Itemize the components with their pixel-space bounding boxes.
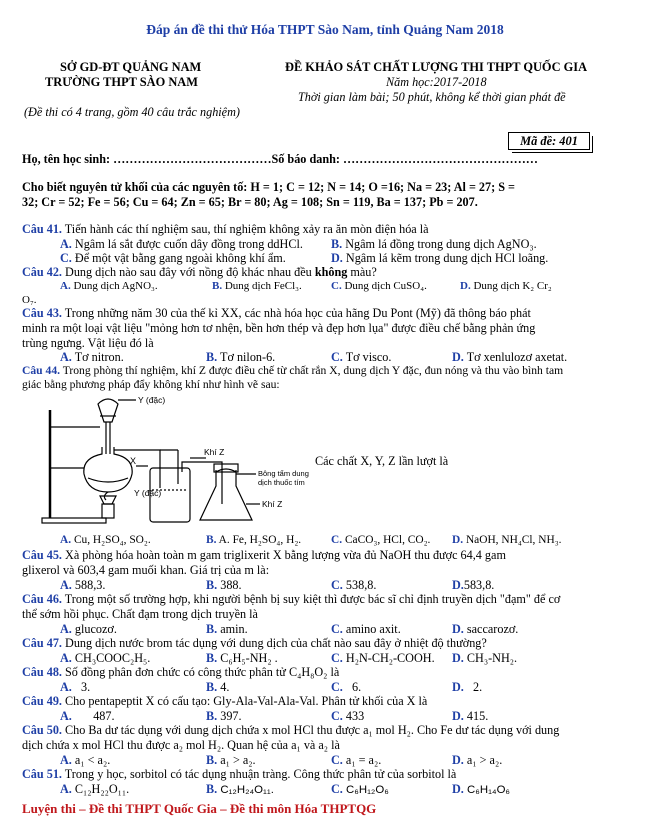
fig-label-y-bottom: Y (đặc) [134, 488, 162, 498]
q44-line-2: giác bằng phương pháp đẩy không khí như hình vẽ sau: [22, 378, 280, 391]
q43-option-c: C. Tơ visco. [331, 350, 392, 364]
q45-option-d: D.583,8. [452, 578, 495, 592]
student-info-line: Họ, tên học sinh: …………………………………Số báo danh: ………………………………………… [22, 152, 538, 166]
q46-option-b: B. amin. [206, 622, 248, 636]
q48-option-d: D. 2. [452, 680, 483, 694]
q44-option-c: C. CaCO₃, HCl, CO₂. [331, 534, 431, 546]
pages-note: (Đề thi có 4 trang, gồm 40 câu trắc nghiệm) [24, 105, 240, 119]
q43-option-a: A. Tơ nitron. [60, 350, 124, 364]
fig-label-gas-z: Khí Z [204, 447, 225, 457]
q50-option-a: A. a₁ < a₂. [60, 753, 111, 767]
q44-option-a: A. Cu, H₂SO₄, SO₂. [60, 534, 151, 546]
q45-line-2: glixerol và 603,4 gam muối khan. Giá trị của m là: [22, 563, 270, 577]
q43-option-b: B. Tơ nilon-6. [206, 350, 276, 364]
q49-option-a: A. 487. [60, 709, 115, 723]
q45-option-b: B. 388. [206, 578, 242, 592]
fig-label-y-top: Y (đặc) [138, 395, 166, 405]
question-48: Câu 48. Số đồng phân đơn chức có công thức phân tử C₄H₈O₂ là [22, 665, 340, 679]
q51-option-b: B. C₁₂H₂₄O₁₁. [206, 782, 274, 796]
exam-time: Thời gian làm bài; 50 phút, không kể thời gian phát đề [298, 90, 566, 104]
question-47: Câu 47. Dung dịch nước brom tác dụng với dung dịch của chất nào sau đây ở nhiệt độ thường? [22, 636, 487, 650]
q42-option-b: B. Dung dịch FeCl₃. [212, 280, 302, 292]
q41-option-d: D. Ngâm lá kẽm trong dung dịch HCl loãng. [331, 251, 549, 265]
q46-option-c: C. amino axit. [331, 622, 401, 636]
exam-code: Mã đề: 401 [520, 134, 578, 148]
q50-option-b: B. a₁ > a₂. [206, 753, 256, 767]
q48-option-a: A. 3. [60, 680, 91, 694]
exam-code-box [508, 132, 590, 150]
school-name: TRƯỜNG THPT SÀO NAM [45, 75, 198, 89]
question-43: Câu 43. Trong những năm 30 của thế kỉ XX, các nhà hóa học của hãng Du Pont (Mỹ) đã thông báo phát [22, 306, 531, 320]
page-title: Đáp án đề thi thử Hóa THPT Sào Nam, tỉnh Quảng Nam 2018 [146, 22, 504, 37]
q43-line-2: minh ra một loại vật liệu "mỏng hơn tơ nhện, bền hơn thép và đẹp hơn lụa" được điều chế bằng phản ứng [22, 321, 536, 335]
q47-option-c: C. H₂N-CH₂-COOH. [331, 651, 435, 665]
q41-option-b: B. Ngâm lá đồng trong dung dịch AgNO₃. [331, 237, 537, 251]
q45-option-c: C. 538,8. [331, 578, 377, 592]
question-number: Câu 41. [22, 222, 62, 236]
dept-name: SỞ GD-ĐT QUẢNG NAM [60, 60, 202, 74]
q49-option-b: B. 397. [206, 709, 242, 723]
q44-option-d: D. NaOH, NH₄Cl, NH₃. [452, 534, 562, 546]
q46-option-d: D. saccarozơ. [452, 622, 519, 636]
q47-option-d: D. CH₃-NH₂. [452, 651, 518, 665]
q50-option-d: D. a₁ > a₂. [452, 753, 503, 767]
q46-line-2: thể sớm hồi phục. Chất đạm trong dịch truyền là [22, 607, 258, 621]
fig-label-x: X [130, 456, 137, 466]
atomic-mass-line-1: Cho biết nguyên tử khối của các nguyên tố: H = 1; C = 12; N = 14; O =16; Na = 23; Al = 27; S = [22, 180, 515, 194]
q46-option-a: A. glucozơ. [60, 622, 117, 636]
fig-label-gas-z-bottom: Khí Z [262, 499, 283, 509]
q42-option-d-cont: O₇. [22, 294, 37, 306]
question-49: Câu 49. Cho pentapeptit X có cấu tạo: Gly-Ala-Val-Ala-Val. Phân tử khối của X là [22, 694, 428, 708]
q51-option-d: D. C₆H₁₄O₆ [452, 782, 511, 796]
question-50: Câu 50. Cho Ba dư tác dụng với dung dịch chứa x mol HCl thu được a₁ mol H₂. Cho Fe dư tác dụng với dung [22, 723, 560, 737]
q50-option-c: C. a₁ = a₂. [331, 753, 382, 767]
fig-label-cotton-1: Bông tẩm dung [258, 469, 309, 478]
q45-option-a: A. 588,3. [60, 578, 106, 592]
q43-line-3: trùng ngưng. Vật liệu đó là [22, 336, 154, 350]
q49-option-d: D. 415. [452, 709, 489, 723]
q41-option-c: C. Để một vật bằng gang ngoài không khí ẩm. [60, 251, 286, 265]
q47-option-b: B. C₆H₅-NH₂ . [206, 651, 278, 665]
q41-option-a: A. Ngâm lá sắt được cuốn dây đồng trong ddHCl. [60, 237, 303, 251]
q49-option-c: C. 433 [331, 709, 365, 723]
atomic-mass-line-2: 32; Cr = 52; Fe = 56; Cu = 64; Zn = 65; Br = 80; Ag = 108; Sn = 119, Ba = 137; Pb = 207. [22, 195, 478, 209]
q48-option-c: C. 6. [331, 680, 362, 694]
question-44: Câu 44. Trong phòng thí nghiệm, khí Z được điều chế từ chất rắn X, dung dịch Y đặc, đun nóng và thu vào bình tam [22, 364, 564, 377]
q48-option-b: B. 4. [206, 680, 230, 694]
q51-option-c: C. C₆H₁₂O₆ [331, 782, 389, 796]
school-year: Năm học:2017-2018 [386, 75, 487, 89]
q42-option-a: A. Dung dịch AgNO₃. [60, 280, 158, 292]
question-45: Câu 45. Xà phòng hóa hoàn toàn m gam triglixerit X bằng lượng vừa đủ NaOH thu được 64,4 gam [22, 548, 506, 562]
q51-option-a: A. C₁₂H₂₂O₁₁. [60, 782, 130, 796]
exam-title: ĐỀ KHẢO SÁT CHẤT LƯỢNG THI THPT QUỐC GIA [285, 60, 588, 74]
question-text: Tiến hành các thí nghiệm sau, thí nghiệm không xảy ra ăn mòn điện hóa là [61, 222, 429, 236]
lab-apparatus-diagram [40, 392, 310, 532]
question-42: Câu 42. Dung dịch nào sau đây với nồng độ khác nhau đều không màu? [22, 265, 377, 279]
q50-line-2: dịch chứa x mol HCl thu được a₂ mol H₂. Quan hệ của a₁ và a₂ là [22, 738, 340, 752]
fig-label-cotton-2: dịch thuốc tím [258, 478, 305, 487]
footer-link[interactable]: Luyện thi – Đề thi THPT Quốc Gia – Đề thi môn Hóa THPTQG [22, 801, 377, 816]
q43-option-d: D. Tơ xenlulozơ axetat. [452, 350, 568, 364]
question-46: Câu 46. Trong một số trường hợp, khi người bệnh bị suy kiệt thì được bác sĩ chỉ định truyền dịch "đạm" để cơ [22, 592, 561, 606]
q44-option-b: B. A. Fe, H₂SO₄, H₂. [206, 534, 302, 546]
q44-question: Các chất X, Y, Z lần lượt là [315, 454, 449, 468]
q42-option-d: D. Dung dịch K₂ Cr₂ [460, 280, 552, 292]
q47-option-a: A. CH₃COOC₂H₅. [60, 651, 151, 665]
question-51: Câu 51. Trong y học, sorbitol có tác dụng nhuận tràng. Công thức phân tử của sorbitol là [22, 767, 457, 781]
question-41 [22, 222, 429, 237]
q42-option-c: C. Dung dịch CuSO₄. [331, 280, 427, 292]
